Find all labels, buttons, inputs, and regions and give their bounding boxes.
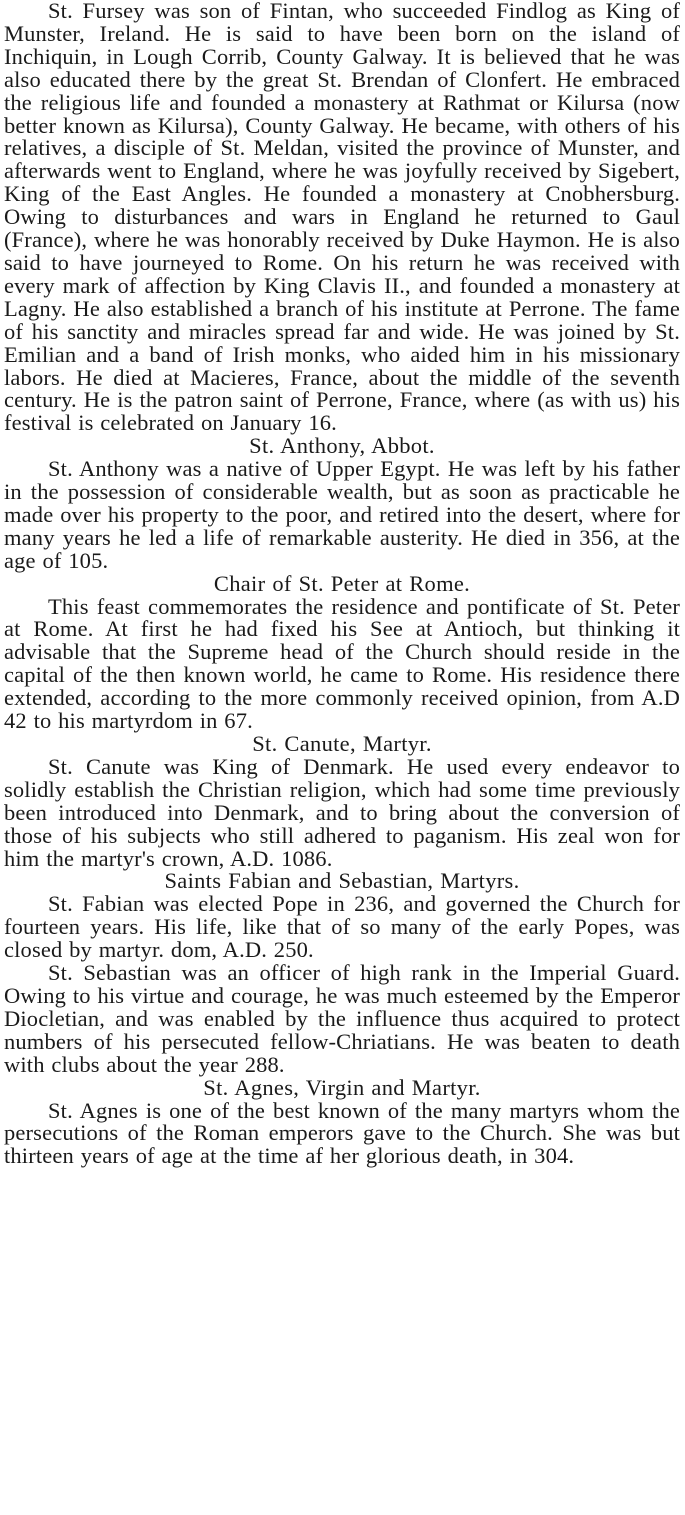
agnes-paragraph: St. Agnes is one of the best known of the many martyrs whom the persecutions of the Roman emperors gave to the Church. She was but thirteen years of age at the time af her glorious death, in 304. (4, 1097, 680, 1169)
anthony-paragraph: St. Anthony was a native of Upper Egypt. He was left by his father in the possession of considerable wealth, but as soon as practicable he made over his property to the poor, and retired into the desert, where for many years he led a life of remarkable austerity. He died in 356, at the age of 105. (4, 456, 680, 573)
fabian-sebastian-heading: Saints Fabian and Sebastian, Martyrs. (164, 868, 520, 894)
chair-paragraph: This feast commemorates the residence and pontificate of St. Peter at Rome. At first he had fixed his See at Antioch, but thinking it advisable that the Supreme head of the Church should reside in the capital of the then known world, he came to Rome. His residence there extended, according to the more commonly received opinion, from A.D 42 to his martyrdom in 67. (4, 593, 680, 734)
fursey-paragraph: St. Fursey was son of Fintan, who succeeded Findlog as King of Munster, Ireland. He is said to have been born on the island of Inchiquin, in Lough Corrib, County Galway. It is believed that he was also educated there by the great St. Brendan of Clonfert. He embraced the religious life and founded a monastery at Rathmat or Kilursa (now better known as Kilursa), County Galway. He became, with others of his relatives, a disciple of St. Meldan, visited the province of Munster, and afterwards went to England, where he was joyfully received by Sigebert, King of the East Angles. He founded a monastery at Cnobhersburg. Owing to disturbances and wars in England he returned to Gaul (France), where he was honorably received by Duke Haymon. He is also said to have journeyed to Rome. On his return he was received with every mark of affection by King Clavis II., and founded a monastery at Lagny. He also established a branch of his institute at Perrone. The fame of his sanctity and miracles spread far and wide. He was joined by St. Emilian and a band of Irish monks, who aided him in his missionary labors. He died at Macieres, France, about the middle of the seventh century. He is the patron saint of Perrone, France, where (as with us) his festival is celebrated on January 16. (4, 0, 680, 436)
canute-paragraph: St. Canute was King of Denmark. He used every endeavor to solidly establish the Christian religion, which had some time previously been introduced into Denmark, and to bring about the conversion of those of his subjects who still adhered to paganism. His zeal won for him the martyr's crown, A.D. 1086. (4, 753, 680, 871)
fabian-paragraph: St. Fabian was elected Pope in 236, and governed the Church for fourteen years. His life, like that of so many of the early Popes, was closed by martyr. dom, A.D. 250. (4, 891, 680, 963)
sebastian-paragraph: St. Sebastian was an officer of high rank in the Imperial Guard. Owing to his virtue and courage, he was much esteemed by the Emperor Diocletian, and was enabled by the influence thus acquired to protect numbers of his persecuted fellow-Chriatians. He was beaten to death with clubs about the year 288. (4, 960, 680, 1077)
article-column (4, 0, 680, 1168)
canute-heading: St. Canute, Martyr. (252, 731, 432, 756)
agnes-heading: St. Agnes, Virgin and Martyr. (203, 1074, 481, 1100)
chair-heading: Chair of St. Peter at Rome. (213, 570, 471, 596)
anthony-heading: St. Anthony, Abbot. (249, 433, 435, 459)
